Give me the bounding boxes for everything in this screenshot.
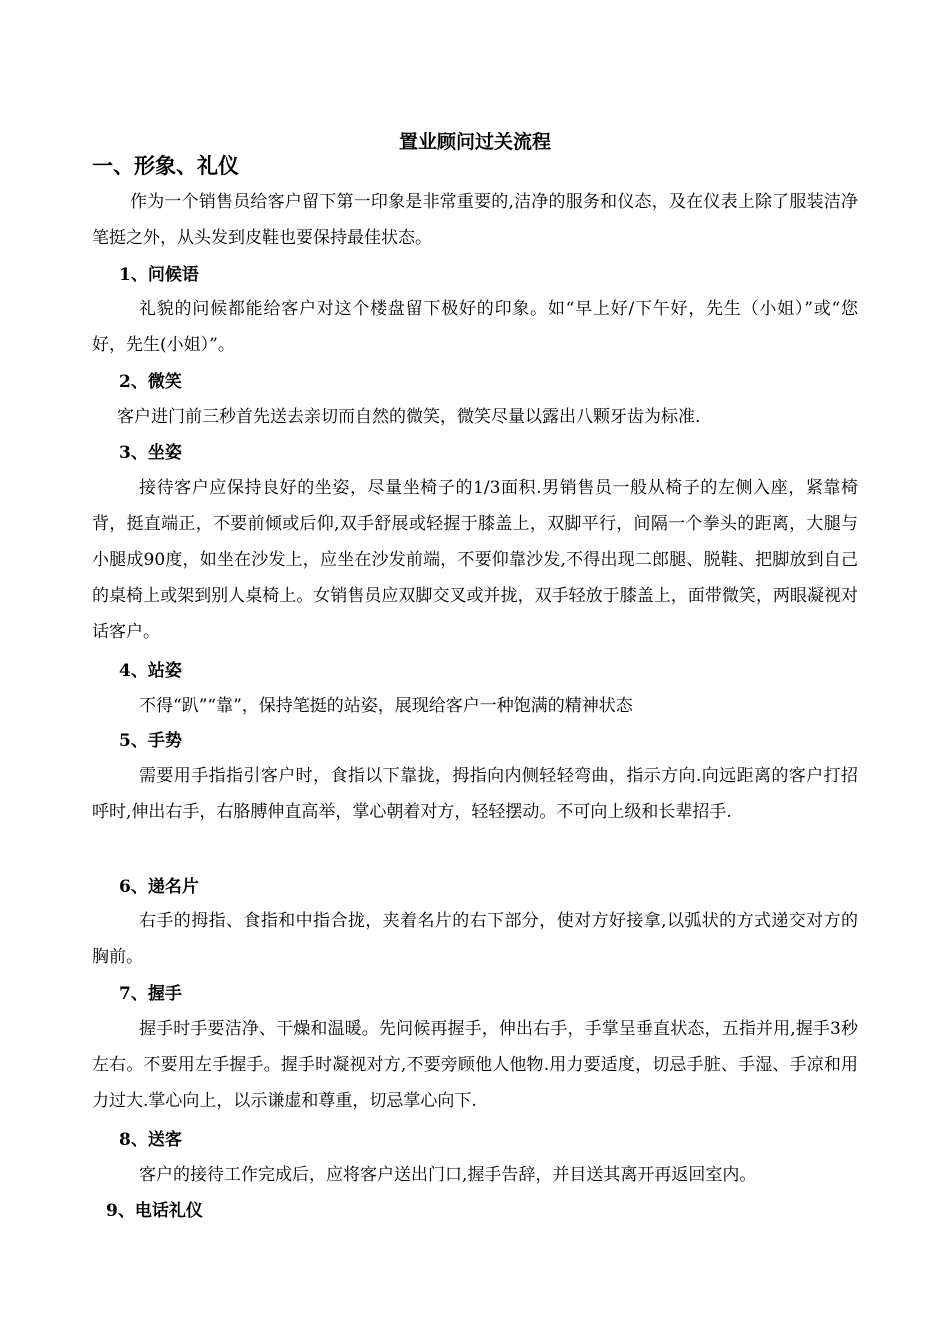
item-body-handshake: 握手时手要洁净、干燥和温暖。先问候再握手，伸出右手，手掌呈垂直状态，五指并用,握手3秒左右。不要用左手握手。握手时凝视对方,不要旁顾他人他物.用力要适度，切忌手脏、手湿、手凉和用力过大.掌心向上，以示谦虚和尊重，切忌掌心向下. [92,1019,858,1111]
item-heading-smile: 2、微笑 [119,372,182,392]
item-heading-business-card: 6、递名片 [119,877,199,897]
item-body-standing: 不得“趴”“靠”，保持笔挺的站姿，展现给客户一种饱满的精神状态 [139,696,633,716]
section-title: 一、形象、礼仪 [92,153,239,178]
item-body-seeing-off: 客户的接待工作完成后，应将客户送出门口,握手告辞，并目送其离开再返回室内。 [139,1165,757,1185]
item-body-gesture: 需要用手指指引客户时，食指以下靠拢，拇指向内侧轻轻弯曲，指示方向.向远距离的客户打招呼时,伸出右手，右胳膊伸直高举，掌心朝着对方，轻轻摆动。不可向上级和长辈招手. [92,766,858,822]
item-body-sitting: 接待客户应保持良好的坐姿，尽量坐椅子的1/3面积.男销售员一般从椅子的左侧入座，紧靠椅背，挺直端正，不要前倾或后仰,双手舒展或轻握于膝盖上，双脚平行，间隔一个拳头的距离，大腿与小腿成90度，如坐在沙发上，应坐在沙发前端，不要仰靠沙发,不得出现二郎腿、脱鞋、把脚放到自己的桌椅上或架到别人桌椅上。女销售员应双脚交叉或并拢，双手轻放于膝盖上，面带微笑，两眼凝视对话客户。 [92,478,858,642]
item-heading-seeing-off: 8、送客 [119,1130,182,1150]
item-body-greeting: 礼貌的问候都能给客户对这个楼盘留下极好的印象。如“早上好/下午好，先生（小姐）”或“您好，先生(小姐）”。 [92,299,858,355]
item-heading-gesture: 5、手势 [119,731,182,751]
item-heading-greeting: 1、问候语 [119,265,199,285]
item-heading-sitting: 3、坐姿 [119,443,182,463]
intro-paragraph: 作为一个销售员给客户留下第一印象是非常重要的,洁净的服务和仪态，及在仪表上除了服装洁净笔挺之外，从头发到皮鞋也要保持最佳状态。 [92,192,858,248]
item-heading-standing: 4、站姿 [119,661,182,681]
item-heading-handshake: 7、握手 [119,984,182,1004]
item-body-smile: 客户进门前三秒首先送去亲切而自然的微笑，微笑尽量以露出八颗牙齿为标准. [117,407,701,427]
item-heading-phone-etiquette: 9、电话礼仪 [106,1201,203,1221]
item-body-business-card: 右手的拇指、食指和中指合拢，夹着名片的右下部分，使对方好接拿,以弧状的方式递交对方的胸前。 [92,911,858,967]
document-title: 置业顾问过关流程 [398,131,551,153]
